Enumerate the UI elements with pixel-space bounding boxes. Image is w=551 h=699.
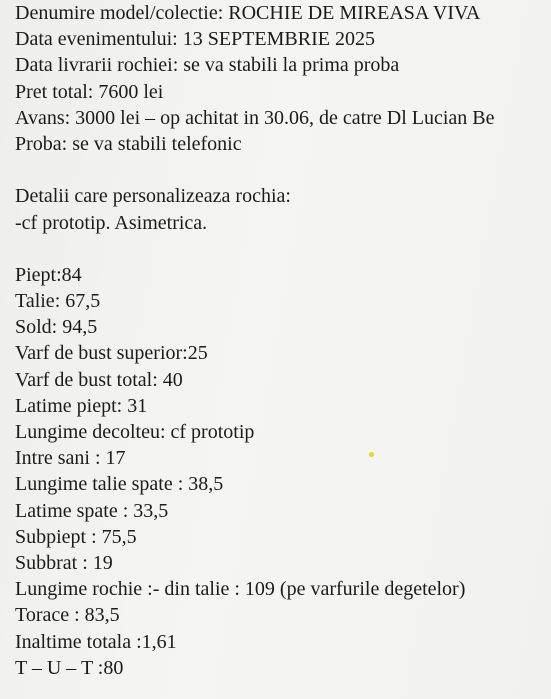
measurements-section xyxy=(15,262,495,681)
measurement-chest-width: Latime piept: 31 xyxy=(15,394,148,417)
model-name-line: Denumire model/colectie: ROCHIE DE MIREASA VIVA xyxy=(15,2,481,24)
event-date-line: Data evenimentului: 13 SEPTEMBRIE 2025 xyxy=(15,28,375,51)
spacer xyxy=(15,157,495,183)
measurement-neckline-length: Lungime decolteu: cf prototip xyxy=(15,421,255,443)
measurement-underarm: Subbrat : 19 xyxy=(15,551,113,574)
delivery-date-line: Data livrarii rochiei: se va stabili la prima proba xyxy=(15,54,400,77)
spacer xyxy=(15,236,495,262)
measurement-upper-bust-point: Varf de bust superior:25 xyxy=(15,342,208,365)
fitting-line: Proba: se va stabili telefonic xyxy=(15,132,242,155)
measurement-back-width: Latime spate : 33,5 xyxy=(15,499,169,522)
details-heading: Detalii care personalizeaza rochia: xyxy=(15,185,291,208)
measurement-back-waist-length: Lungime talie spate : 38,5 xyxy=(15,473,224,496)
advance-payment-line: Avans: 3000 lei – op achitat in 30.06, de catre Dl Lucian Be xyxy=(15,106,495,129)
measurement-t-u-t: T – U – T :80 xyxy=(15,656,124,679)
details-description: -cf prototip. Asimetrica. xyxy=(15,211,208,234)
measurement-chest: Piept:84 xyxy=(15,263,82,286)
measurement-underbust: Subpiept : 75,5 xyxy=(15,525,137,548)
measurement-dress-length: Lungime rochie :- din talie : 109 (pe varfurile degetelor) xyxy=(15,578,466,601)
measurement-total-bust-point: Varf de bust total: 40 xyxy=(15,368,183,391)
measurement-thorax: Torace : 83,5 xyxy=(15,604,120,627)
measurement-total-height: Inaltime totala :1,61 xyxy=(15,630,177,653)
document-text xyxy=(15,0,495,681)
measurement-between-breasts: Intre sani : 17 xyxy=(15,447,126,470)
order-info-section xyxy=(15,0,495,157)
details-section xyxy=(15,183,495,235)
measurement-waist: Talie: 67,5 xyxy=(15,290,101,313)
measurement-hip: Sold: 94,5 xyxy=(15,316,98,339)
total-price-line: Pret total: 7600 lei xyxy=(15,80,164,103)
yellow-dot-mark xyxy=(369,452,374,457)
